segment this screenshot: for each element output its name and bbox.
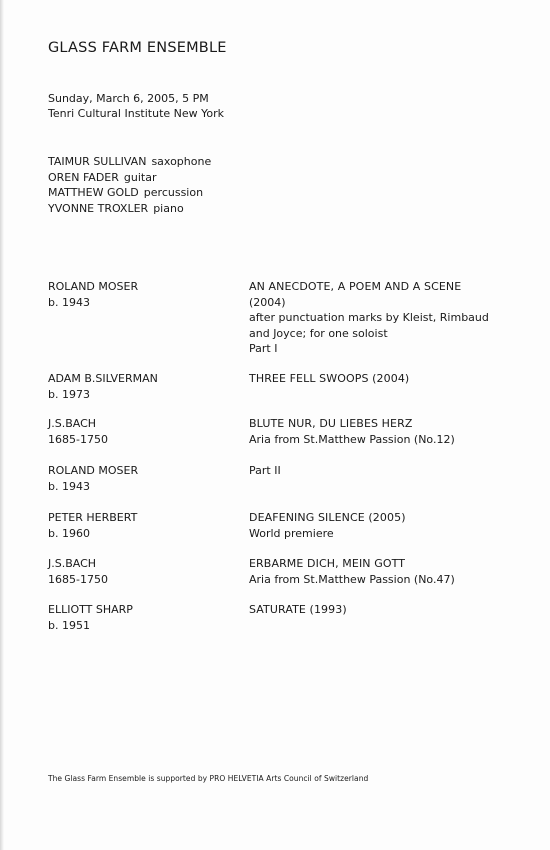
- performer-row: [48, 185, 211, 201]
- composer-name: J.S.BACH: [48, 417, 97, 430]
- composer: [48, 371, 238, 402]
- composer-dates: b. 1943: [48, 479, 90, 493]
- work-part: Part I: [249, 342, 278, 355]
- performer-instrument: percussion: [143, 186, 204, 199]
- performer-name: TAIMUR SULLIVAN: [48, 155, 147, 168]
- work-title: DEAFENING SILENCE (2005): [249, 511, 406, 524]
- composer-dates: 1685-1750: [48, 432, 108, 446]
- composer: [48, 556, 238, 587]
- work-title: AN ANECDOTE, A POEM AND A SCENE: [249, 280, 462, 293]
- composer-dates: 1685-1750: [48, 572, 108, 586]
- composer-dates: b. 1960: [48, 526, 90, 540]
- composer: [48, 510, 238, 541]
- work-year: (2004): [249, 295, 286, 309]
- work: [249, 371, 509, 387]
- event-date: Sunday, March 6, 2005, 5 PM: [48, 92, 209, 105]
- performer-list: [48, 154, 211, 216]
- work-note: Aria from St.Matthew Passion (No.12): [249, 432, 455, 446]
- ensemble-title: GLASS FARM ENSEMBLE: [48, 40, 227, 56]
- performer-instrument: saxophone: [151, 155, 212, 168]
- work: [249, 602, 509, 618]
- composer: [48, 602, 238, 633]
- work: [249, 416, 509, 447]
- work: [249, 279, 509, 357]
- performer-instrument: piano: [153, 201, 184, 215]
- performer-name: MATTHEW GOLD: [48, 186, 139, 199]
- work-title: THREE FELL SWOOPS (2004): [249, 372, 410, 385]
- performer-name: YVONNE TROXLER: [48, 201, 149, 215]
- sponsor-note: The Glass Farm Ensemble is supported by PRO HELVETIA Arts Council of Switzerland: [48, 774, 369, 783]
- composer: [48, 463, 238, 494]
- work-note: and Joyce; for one soloist: [249, 326, 388, 340]
- composer: [48, 279, 238, 310]
- composer-name: J.S.BACH: [48, 557, 97, 570]
- performer-name: OREN FADER: [48, 170, 119, 184]
- work: [249, 463, 509, 479]
- work-note: World premiere: [249, 526, 334, 540]
- work: [249, 556, 509, 587]
- composer-name: PETER HERBERT: [48, 511, 138, 524]
- work-note: Aria from St.Matthew Passion (No.47): [249, 572, 455, 586]
- composer-name: ROLAND MOSER: [48, 280, 139, 293]
- page-edge-shadow: [0, 0, 4, 850]
- performer-instrument: guitar: [123, 170, 157, 184]
- work-part: Part II: [249, 464, 281, 477]
- event-info: [48, 91, 224, 121]
- work-title: BLUTE NUR, DU LIEBES HERZ: [249, 417, 413, 430]
- composer-dates: b. 1951: [48, 618, 90, 632]
- performer-row: [48, 201, 211, 217]
- work-note: after punctuation marks by Kleist, Rimbaud: [249, 311, 489, 324]
- work-title: SATURATE (1993): [249, 603, 347, 616]
- work-title: ERBARME DICH, MEIN GOTT: [249, 557, 406, 570]
- event-venue: Tenri Cultural Institute New York: [48, 107, 225, 120]
- composer-name: ADAM B.SILVERMAN: [48, 372, 158, 385]
- composer: [48, 416, 238, 447]
- performer-row: [48, 170, 211, 186]
- composer-name: ROLAND MOSER: [48, 464, 139, 477]
- composer-name: ELLIOTT SHARP: [48, 603, 133, 616]
- performer-row: [48, 154, 211, 170]
- composer-dates: b. 1943: [48, 295, 90, 309]
- work: [249, 510, 509, 541]
- composer-dates: b. 1973: [48, 387, 90, 401]
